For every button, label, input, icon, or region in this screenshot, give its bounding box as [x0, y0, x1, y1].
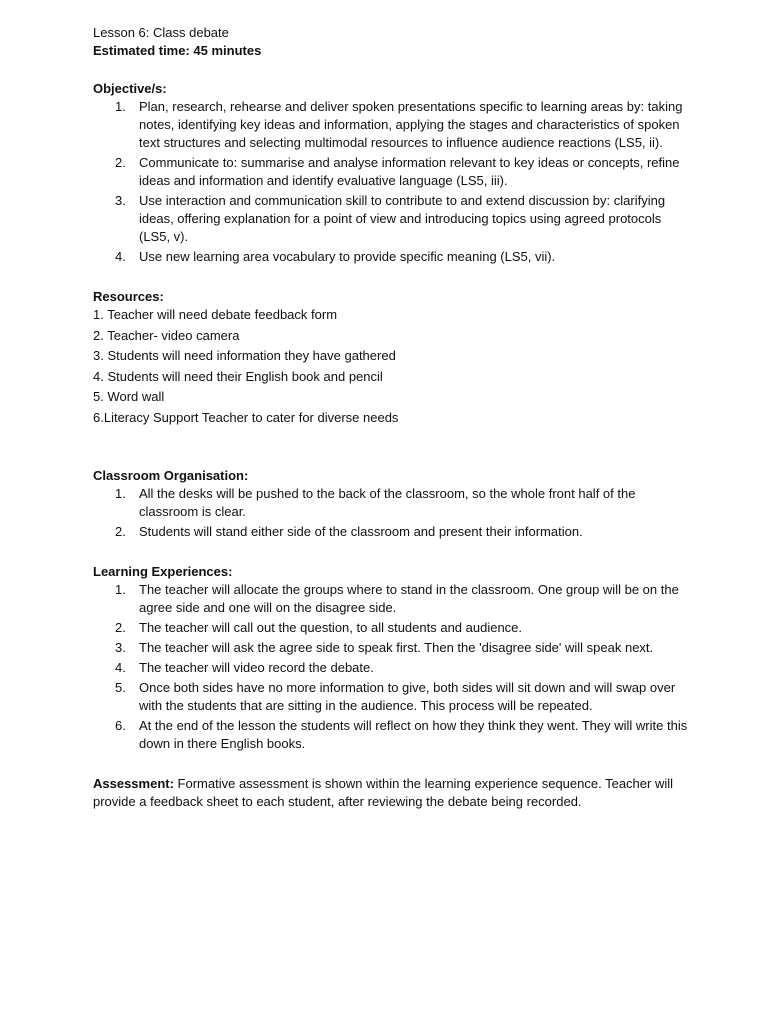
organisation-heading: Classroom Organisation:: [93, 468, 249, 483]
assessment-label: Assessment:: [93, 776, 174, 791]
objective-item: 1. Plan, research, rehearse and deliver spoken presentations specific to learning areas by: taking notes, identifying key ideas and information, applying the stages and characteristics of spoken text structures and selecting multimodal resources to influence audience reactions (LS5, ii).: [115, 99, 683, 150]
experiences-heading: Learning Experiences:: [93, 564, 233, 579]
resource-item: 1. Teacher will need debate feedback form: [93, 307, 338, 322]
resource-item: 3. Students will need information they have gathered: [93, 348, 396, 363]
experiences-list: [93, 581, 688, 755]
assessment-paragraph: [93, 775, 688, 811]
experience-item: 3. The teacher will ask the agree side to speak first. Then the 'disagree side' will speak next.: [115, 640, 654, 655]
estimated-time: Estimated time: 45 minutes: [93, 43, 262, 58]
objectives-list: [93, 98, 688, 268]
resources-heading: Resources:: [93, 289, 164, 304]
organisation-item: 1. All the desks will be pushed to the back of the classroom, so the whole front half of the classroom is clear.: [115, 486, 636, 519]
organisation-list: [93, 485, 688, 543]
experience-item: 5. Once both sides have no more information to give, both sides will sit down and will swap over with the students that are sitting in the audience. This process will be repeated.: [115, 680, 676, 713]
assessment-text: Formative assessment is shown within the learning experience sequence. Teacher will provide a feedback sheet to each student, after reviewing the debate being recorded.: [93, 776, 674, 809]
lesson-title: Lesson 6: Class debate: [93, 25, 229, 40]
experience-item: 2. The teacher will call out the question, to all students and audience.: [115, 620, 523, 635]
organisation-item: 2. Students will stand either side of the classroom and present their information.: [115, 524, 583, 539]
resource-item: 4. Students will need their English book and pencil: [93, 368, 383, 384]
experience-item: 1. The teacher will allocate the groups where to stand in the classroom. One group will be on the agree side and one will on the disagree side.: [115, 582, 679, 615]
resource-item: 5. Word wall: [93, 389, 165, 404]
experience-item: 6. At the end of the lesson the students will reflect on how they think they went. They will write this down in there English books.: [115, 718, 688, 751]
resource-item: 6.Literacy Support Teacher to cater for diverse needs: [93, 409, 399, 425]
objective-item: 2. Communicate to: summarise and analyse information relevant to key ideas or concepts, refine ideas and information and identify evaluative language (LS5, iii).: [115, 155, 680, 188]
objectives-heading: Objective/s:: [93, 81, 167, 96]
resources-list: [93, 306, 688, 427]
resource-item: 2. Teacher- video camera: [93, 327, 240, 343]
experience-item: 4. The teacher will video record the debate.: [115, 660, 374, 675]
objective-item: 4. Use new learning area vocabulary to provide specific meaning (LS5, vii).: [115, 249, 556, 264]
objective-item: 3. Use interaction and communication skill to contribute to and extend discussion by: clarifying ideas, offering explanation for a point of view and introducing topics using agreed protocols (LS5, v).: [115, 193, 666, 244]
